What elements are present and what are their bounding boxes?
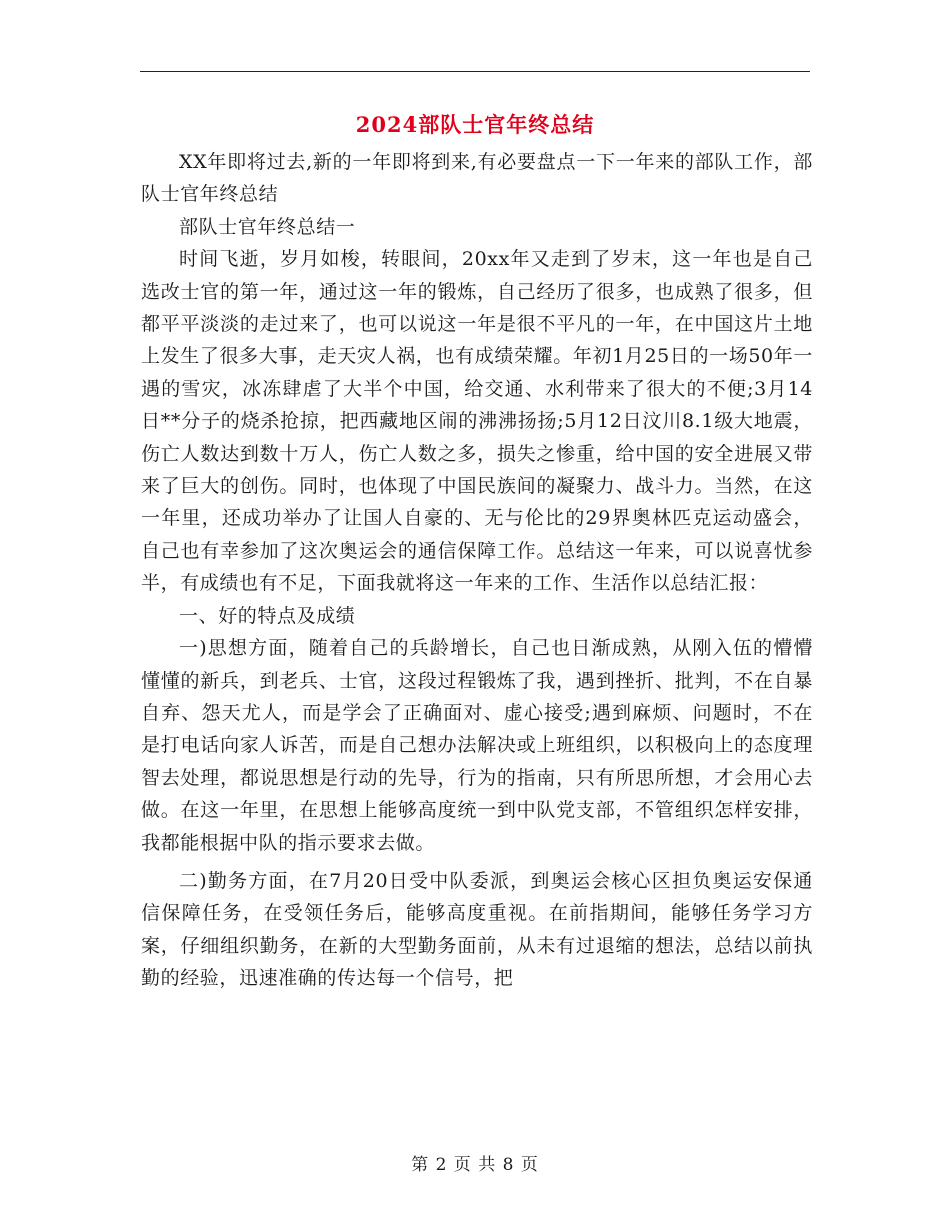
review-paragraph: 时间飞逝，岁月如梭，转眼间，20xx年又走到了岁末，这一年也是自己选改士官的第一年，通过这一年的锻炼，自己经历了很多，也成熟了很多，但都平平淡淡的走过来了，也可以说这一年是很不平凡的一年，在中国这片土地上发生了很多大事，走天灾人祸，也有成绩荣耀。年初1月25日的一场50年一遇的雪灾，冰冻肆虐了大半个中国，给交通、水利带来了很大的不便;3月14日**分子的烧杀抢掠，把西藏地区闹的沸沸扬扬;5月12日汶川8.1级大地震，伤亡人数达到数十万人，伤亡人数之多，损失之惨重，给中国的安全进展又带来了巨大的创伤。同时，也体现了中国民族间的凝聚力、战斗力。当然，在这一年里，还成功举办了让国人自豪的、无与伦比的29界奥林匹克运动盛会，自己也有幸参加了这次奥运会的通信保障工作。总结这一年来，可以说喜忧参半，有成绩也有不足，下面我就将这一年来的工作、生活作以总结汇报： <box>141 248 813 595</box>
duty-paragraph: 二)勤务方面，在7月20日受中队委派，到奥运会核心区担负奥运安保通信保障任务，在受领任务后，能够高度重视。在前指期间，能够任务学习方案，仔细组织勤务，在新的大型勤务面前，从未有过退缩的想法，总结以前执勤的经验，迅速准确的传达每一个信号，把 <box>141 869 813 990</box>
intro-paragraph: XX年即将过去,新的一年即将到来,有必要盘点一下一年来的部队工作，部队士官年终总结 <box>141 151 813 206</box>
document-body <box>141 146 813 995</box>
section-heading-part-one: 部队士官年终总结一 <box>179 215 356 238</box>
thought-paragraph: 一)思想方面，随着自己的兵龄增长，自己也日渐成熟，从刚入伍的懵懵懂懂的新兵，到老兵、士官，这段过程锻炼了我，遇到挫折、批判，不在自暴自弃、怨天尤人，而是学会了正确面对、虚心接受;遇到麻烦、问题时，不在是打电话向家人诉苦，而是自己想办法解决或上班组织，以积极向上的态度理智去处理，都说思想是行动的先导，行为的指南，只有所思所想，才会用心去做。在这一年里，在思想上能够高度统一到中队党支部，不管组织怎样安排，我都能根据中队的指示要求去做。 <box>141 637 813 854</box>
page-number: 第 2 页 共 8 页 <box>411 1155 539 1175</box>
document-title: 2024部队士官年终总结 <box>355 112 595 137</box>
section-heading-achievements: 一、好的特点及成绩 <box>179 604 356 627</box>
header-rule <box>140 71 810 72</box>
